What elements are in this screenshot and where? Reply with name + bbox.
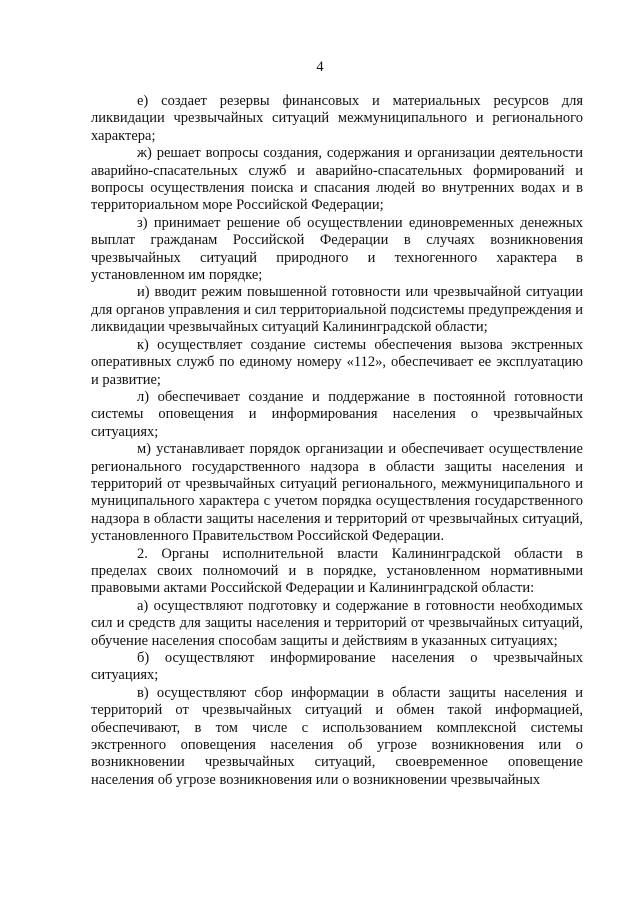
- paragraph-item-b: б) осуществляют информирование населения о чрезвычайных ситуациях;: [91, 650, 583, 684]
- paragraph-item-m: м) устанавливает порядок организации и обеспечивает осуществление регионального государственного надзора в области защиты населения и территорий от чрезвычайных ситуаций регионального, межмуниципального и муниципального характера с учетом порядка осуществления государственного надзора в области защиты населения и территорий от чрезвычайных ситуаций, установленного Правительством Российской Федерации.: [91, 441, 583, 545]
- paragraph-item-v: в) осуществляют сбор информации в области защиты населения и территорий от чрезвычайных ситуаций и обмен такой информацией, обеспечивают, в том числе с использованием комплексной системы экстренного оповещения населения об угрозе возникновения или о возникновении чрезвычайных ситуаций, своевременное оповещение населения об угрозе возникновения или о возникновении чрезвычайных: [91, 684, 583, 788]
- document-body: [91, 93, 583, 789]
- paragraph-item-k: к) осуществляет создание системы обеспечения вызова экстренных оперативных служб по единому номеру «112», обеспечивает ее эксплуатацию и развитие;: [91, 336, 583, 388]
- paragraph-item-a: а) осуществляют подготовку и содержание в готовности необходимых сил и средств для защиты населения и территорий от чрезвычайных ситуаций, обучение населения способам защиты и действиям в указанных ситуациях;: [91, 597, 583, 649]
- paragraph-item-e: е) создает резервы финансовых и материальных ресурсов для ликвидации чрезвычайных ситуаций межмуниципального и регионального характера;: [91, 93, 583, 144]
- paragraph-item-i: и) вводит режим повышенной готовности или чрезвычайной ситуации для органов управления и сил территориальной подсистемы предупреждения и ликвидации чрезвычайных ситуаций Калининградской области;: [91, 284, 583, 336]
- paragraph-item-l: л) обеспечивает создание и поддержание в постоянной готовности системы оповещения и информирования населения о чрезвычайных ситуациях;: [91, 388, 583, 440]
- paragraph-item-zh: ж) решает вопросы создания, содержания и организации деятельности аварийно-спасательных служб и аварийно-спасательных формирований и вопросы осуществления поиска и спасания людей во внутренних водах и в территориальном море Российской Федерации;: [91, 145, 583, 214]
- paragraph-section-2: 2. Органы исполнительной власти Калининградской области в пределах своих полномочий и в порядке, установленном нормативными правовыми актами Российской Федерации и Калининградской области:: [91, 545, 583, 597]
- page-number: 4: [316, 59, 324, 75]
- paragraph-item-z: з) принимает решение об осуществлении единовременных денежных выплат гражданам Российской Федерации в случаях возникновения чрезвычайных ситуаций природного и техногенного характера в установленном им порядке;: [91, 214, 583, 284]
